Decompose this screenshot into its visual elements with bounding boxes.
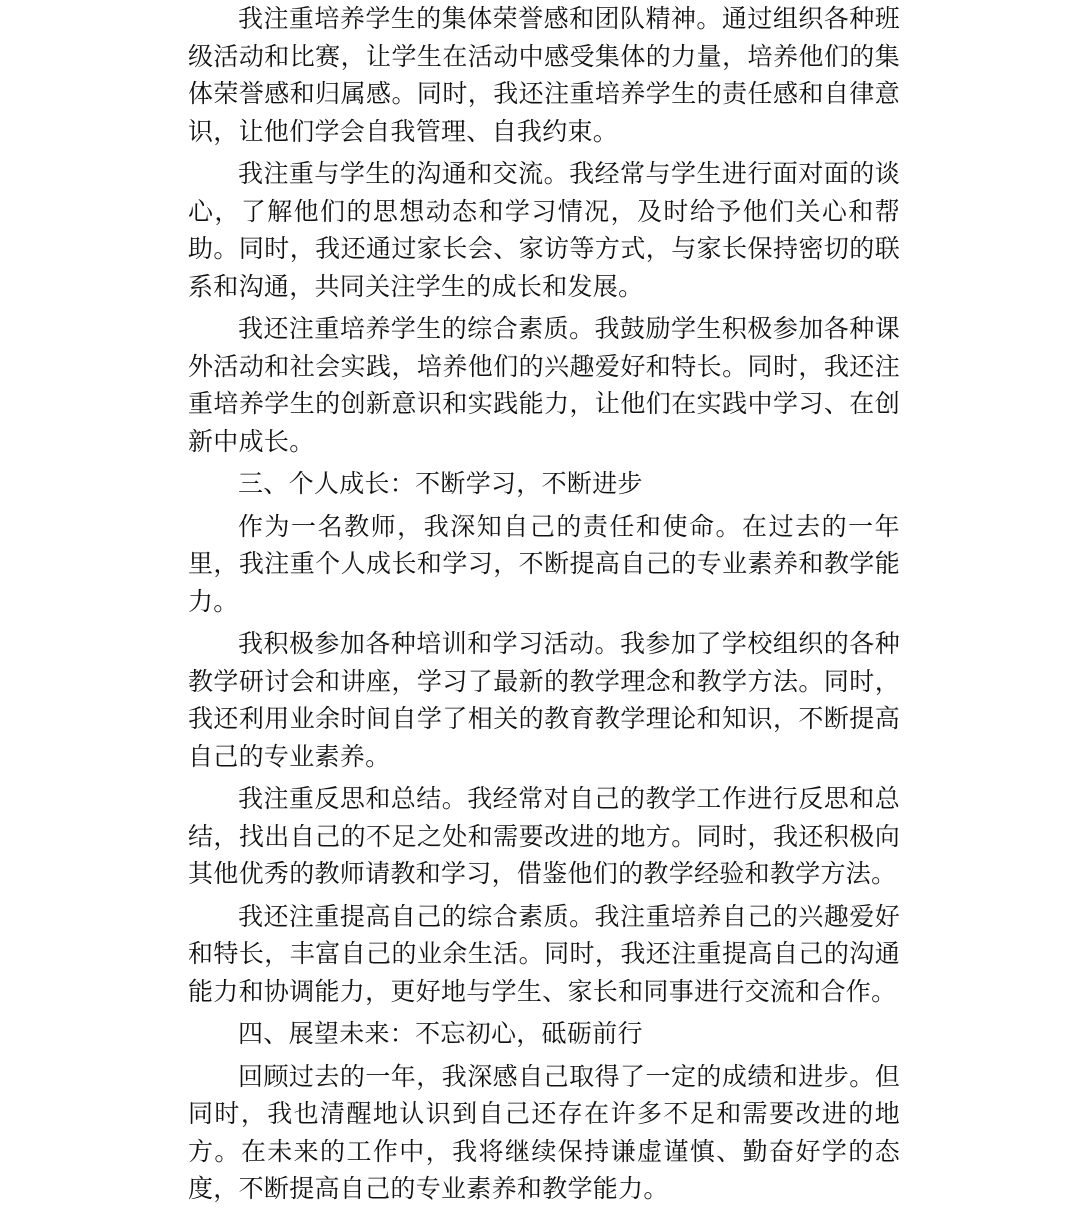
paragraph-teacher-responsibility: 作为一名教师，我深知自己的责任和使命。在过去的一年里，我注重个人成长和学习，不断提高自己的专业素养和教学能力。	[188, 511, 900, 616]
paragraph-reflection: 我注重反思和总结。我经常对自己的教学工作进行反思和总结，找出自己的不足之处和需要改进的地方。同时，我还积极向其他优秀的教师请教和学习，借鉴他们的教学经验和教学方法。	[188, 784, 900, 888]
section-heading-future-outlook: 四、展望未来：不忘初心，砥砺前行	[238, 1019, 643, 1048]
paragraph-self-improvement: 我还注重提高自己的综合素质。我注重培养自己的兴趣爱好和特长，丰富自己的业余生活。同时，我还注重提高自己的沟通能力和协调能力，更好地与学生、家长和同事进行交流和合作。	[188, 901, 900, 1006]
section-heading-personal-growth: 三、个人成长：不断学习，不断进步	[238, 469, 643, 498]
document-body	[188, 0, 900, 1213]
paragraph-communication: 我注重与学生的沟通和交流。我经常与学生进行面对面的谈心，了解他们的思想动态和学习情况，及时给予他们关心和帮助。同时，我还通过家长会、家访等方式，与家长保持密切的联系和沟通，共同关注学生的成长和发展。	[188, 159, 900, 301]
paragraph-comprehensive-quality: 我还注重培养学生的综合素质。我鼓励学生积极参加各种课外活动和社会实践，培养他们的兴趣爱好和特长。同时，我还注重培养学生的创新意识和实践能力，让他们在实践中学习、在创新中成长。	[188, 314, 900, 456]
paragraph-training: 我积极参加各种培训和学习活动。我参加了学校组织的各种教学研讨会和讲座，学习了最新的教学理念和教学方法。同时，我还利用业余时间自学了相关的教育教学理论和知识，不断提高自己的专业素养。	[188, 629, 900, 771]
paragraph-looking-back: 回顾过去的一年，我深感自己取得了一定的成绩和进步。但同时，我也清醒地认识到自己还存在许多不足和需要改进的地方。在未来的工作中，我将继续保持谦虚谨慎、勤奋好学的态度，不断提高自己的专业素养和教学能力。	[188, 1061, 900, 1203]
paragraph-class-spirit: 我注重培养学生的集体荣誉感和团队精神。通过组织各种班级活动和比赛，让学生在活动中感受集体的力量，培养他们的集体荣誉感和归属感。同时，我还注重培养学生的责任感和自律意识，让他们学会自我管理、自我约束。	[188, 4, 900, 146]
